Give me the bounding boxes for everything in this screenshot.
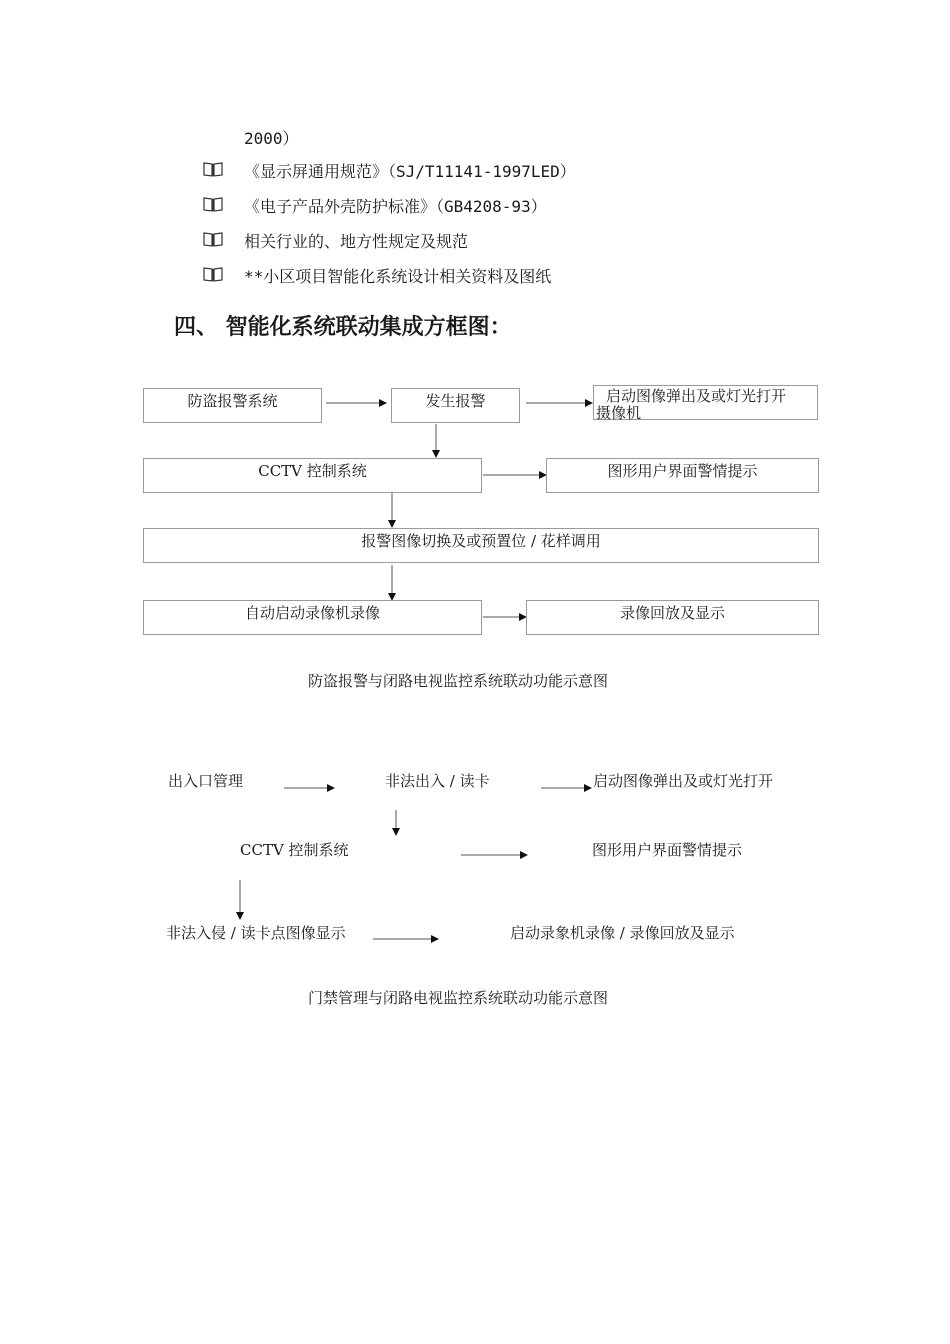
diagram1-caption: 防盗报警与闭路电视监控系统联动功能示意图: [308, 672, 609, 690]
reference-item: 《显示屏通用规范》（SJ/T11141-1997LED）: [244, 162, 576, 181]
label-gui-alert: 图形用户界面警情提示: [592, 841, 743, 859]
box-auto-record: 自动启动录像机录像: [143, 600, 482, 635]
label-entrance: 出入口管理: [168, 772, 244, 790]
box-popup-line1: 启动图像弹出及或灯光打开: [606, 387, 787, 405]
label-intrusion: 非法入侵 / 读卡点图像显示: [166, 924, 346, 942]
reference-item: **小区项目智能化系统设计相关资料及图纸: [244, 267, 552, 286]
box-gui-alert: 图形用户界面警情提示: [546, 458, 819, 493]
box-playback: 录像回放及显示: [526, 600, 819, 635]
reference-item: 相关行业的、地方性规定及规范: [244, 232, 469, 251]
box-alarm-occur: 发生报警: [391, 388, 520, 423]
box-cctv: CCTV 控制系统: [143, 458, 482, 493]
box-alarm-system: 防盗报警系统: [143, 388, 322, 423]
section-heading: 四、 智能化系统联动集成方框图：: [174, 315, 512, 340]
diagram2-caption: 门禁管理与闭路电视监控系统联动功能示意图: [308, 989, 609, 1007]
box-popup-line2: 摄像机: [596, 404, 642, 422]
box-alarm-switch: 报警图像切换及或预置位 / 花样调用: [143, 528, 819, 563]
label-illegal-card: 非法出入 / 读卡: [385, 772, 490, 790]
reference-continuation: 2000）: [244, 129, 299, 148]
box-popup-camera: [593, 385, 818, 420]
label-popup: 启动图像弹出及或灯光打开: [593, 772, 774, 790]
label-record: 启动录象机录像 / 录像回放及显示: [510, 924, 735, 942]
reference-item: 《电子产品外壳防护标准》（GB4208-93）: [244, 197, 547, 216]
label-cctv: CCTV 控制系统: [240, 841, 349, 859]
